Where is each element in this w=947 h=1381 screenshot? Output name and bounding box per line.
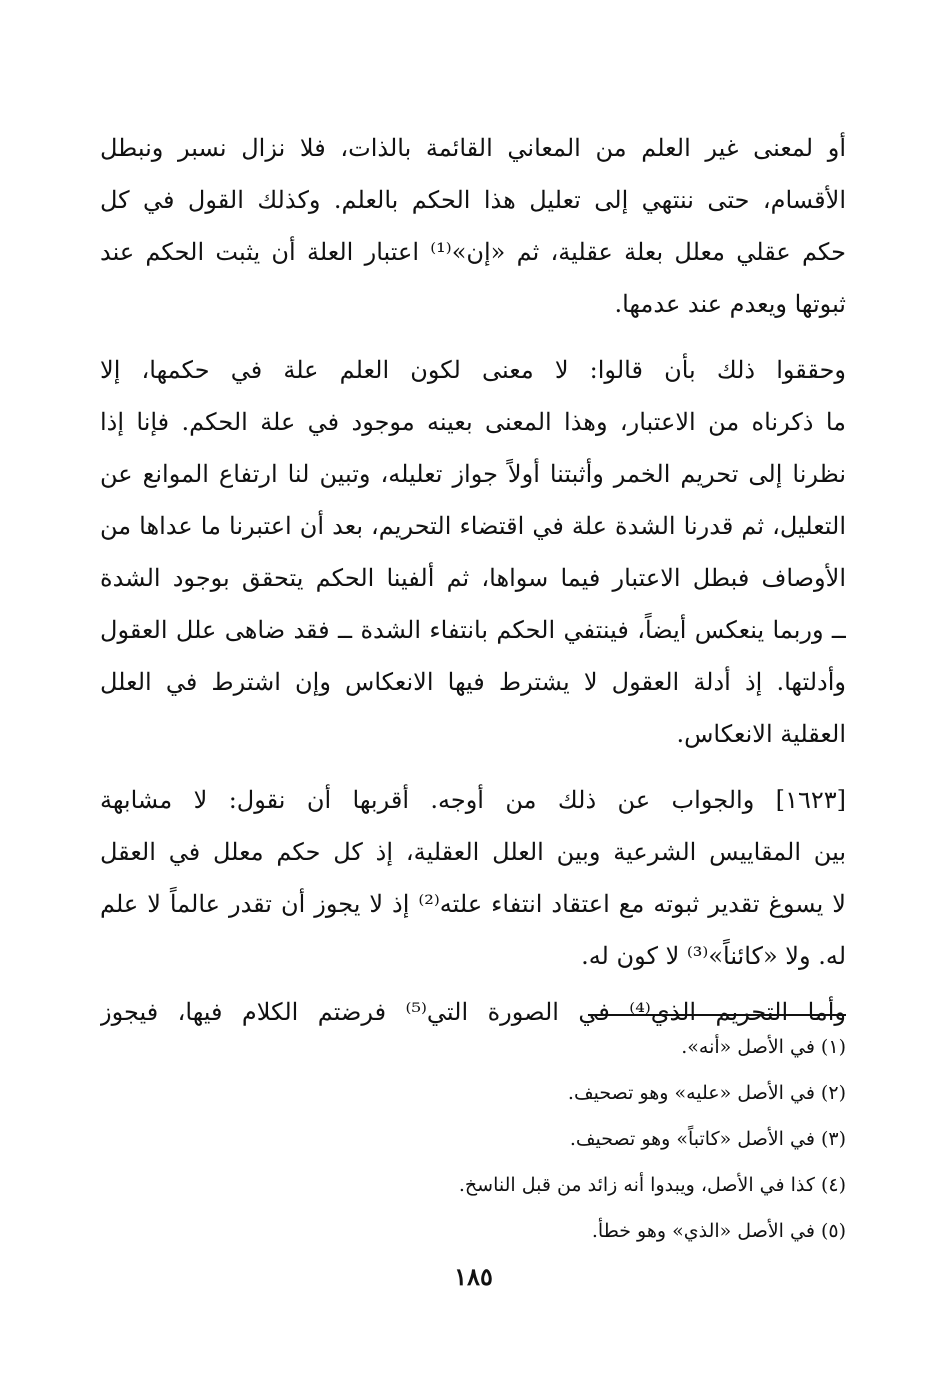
- text-line: ــ وربما ينعكس أيضاً، فينتفي الحكم بانتفاء الشدة ــ فقد ضاهى علل العقول: [100, 616, 846, 644]
- footnote-divider: [588, 1014, 846, 1016]
- text-line: وأما التحريم الذي⁽⁴⁾ في الصورة التي⁽⁵⁾ فرضتم الكلام فيها، فيجوز: [100, 998, 846, 1026]
- footnote-3: (٣) في الأصل «كاتباً» وهو تصحيف.: [569, 1128, 846, 1150]
- text-line: الأوصاف فبطل الاعتبار فيما سواها، ثم ألفينا الحكم يتحقق بوجود الشدة: [100, 564, 846, 592]
- footnote-1: (١) في الأصل «أنه».: [681, 1036, 846, 1058]
- paragraph-2: [100, 344, 846, 760]
- footnote-4: (٤) كذا في الأصل، ويبدوا أنه زائد من قبل الناسخ.: [458, 1174, 846, 1196]
- text-line: أو لمعنى غير العلم من المعاني القائمة بالذات، فلا نزال نسبر ونبطل: [100, 134, 846, 162]
- text-line: الأقسام، حتى ننتهي إلى تعليل هذا الحكم بالعلم. وكذلك القول في كل: [100, 186, 846, 214]
- text-line: لا يسوغ تقدير ثبوته مع اعتقاد انتفاء علته⁽²⁾ إذ لا يجوز أن تقدر عالماً لا علم: [100, 890, 846, 918]
- text-line: ثبوتها ويعدم عند عدمها.: [614, 290, 846, 318]
- text-line: العقلية الانعكاس.: [676, 720, 846, 748]
- text-line: ما ذكرناه من الاعتبار، وهذا المعنى بعينه موجود في علة الحكم. فإنا إذا: [100, 408, 846, 436]
- page-number: ١٨٥: [454, 1262, 493, 1291]
- text-line: حكم عقلي معلل بعلة عقلية، ثم «إن»⁽¹⁾ اعتبار العلة أن يثبت الحكم عند: [100, 238, 846, 266]
- footnote-2: (٢) في الأصل «عليه» وهو تصحيف.: [567, 1082, 846, 1104]
- main-text: [100, 122, 846, 1038]
- paragraph-3: [100, 774, 846, 982]
- text-line: [١٦٢٣] والجواب عن ذلك من أوجه. أقربها أن نقول: لا مشابهة: [100, 786, 846, 814]
- text-line: بين المقاييس الشرعية وبين العلل العقلية، إذ كل حكم معلل في العقل: [100, 838, 846, 866]
- footnotes: [300, 1024, 846, 1254]
- paragraph-1: [100, 122, 846, 330]
- text-line: التعليل، ثم قدرنا الشدة علة في اقتضاء التحريم، بعد أن اعتبرنا ما عداها من: [100, 512, 846, 540]
- text-line: وأدلتها. إذ أدلة العقول لا يشترط فيها الانعكاس وإن اشترط في العلل: [100, 668, 846, 696]
- text-line: له. ولا «كائناً»⁽³⁾ لا كون له.: [581, 942, 846, 970]
- footnote-5: (٥) في الأصل «الذي» وهو خطأ.: [591, 1220, 846, 1242]
- text-line: نظرنا إلى تحريم الخمر وأثبتنا أولاً جواز تعليله، وتبين لنا ارتفاع الموانع عن: [100, 460, 846, 488]
- text-line: وحققوا ذلك بأن قالوا: لا معنى لكون العلم علة في حكمها، إلا: [100, 356, 846, 384]
